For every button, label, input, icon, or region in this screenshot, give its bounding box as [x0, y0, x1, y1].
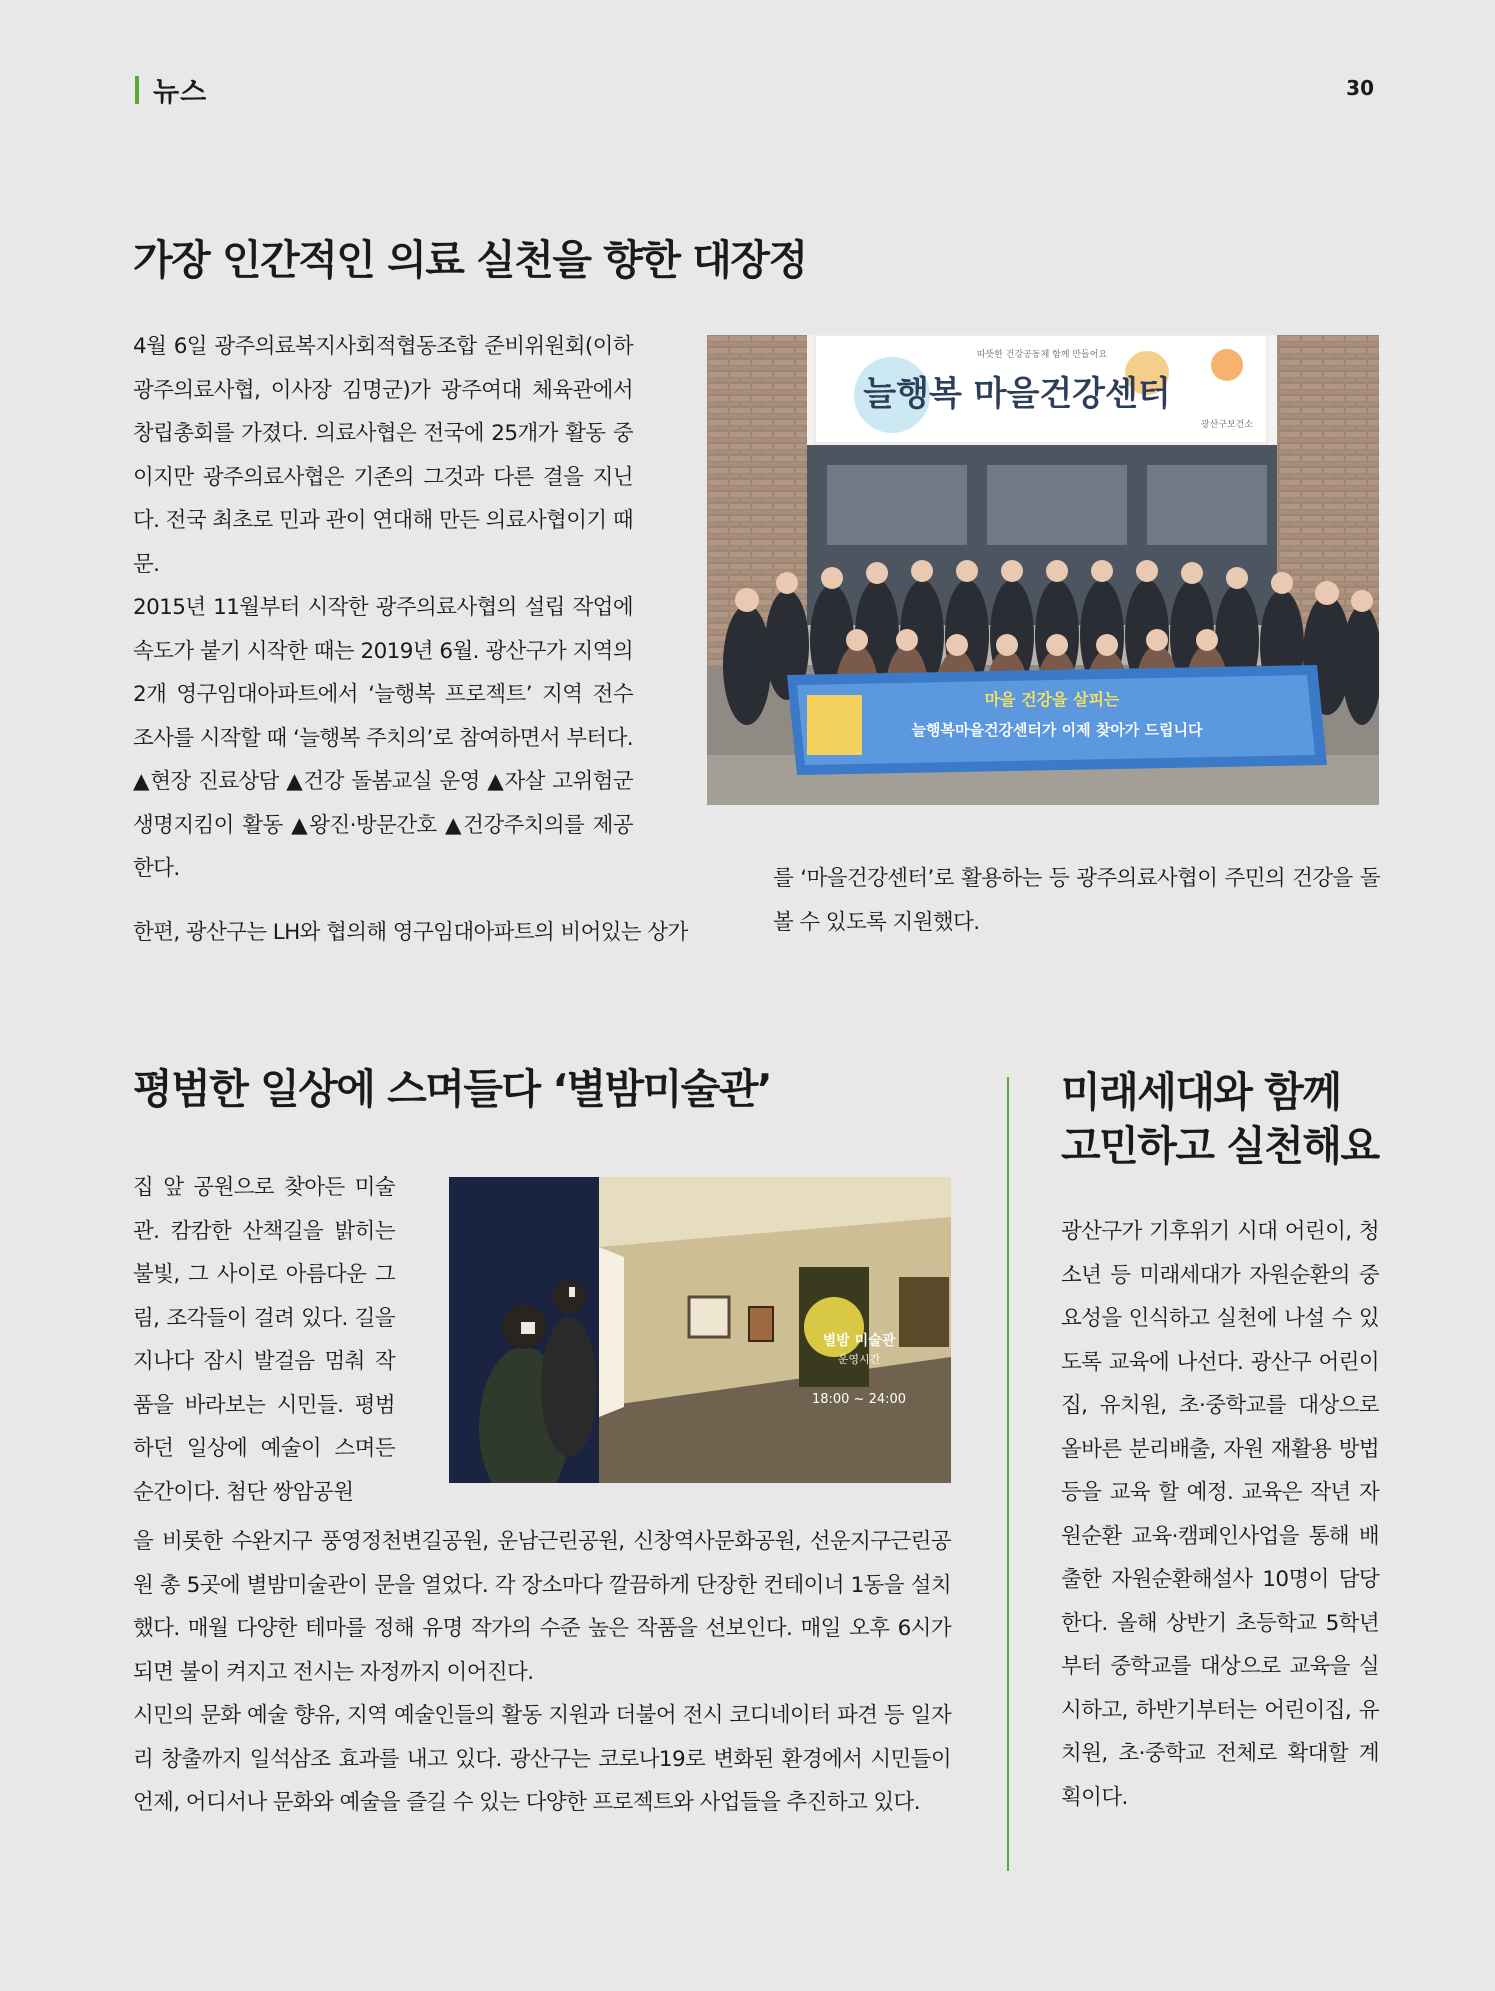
article3-body: 광산구가 기후위기 시대 어린이, 청소년 등 미래세대가 자원순환의 중요성을 인식하고 실천에 나설 수 있도록 교육에 나선다. 광산구 어린이집, 유치원, 초·중학교를 대상으로 올바른 분리배출, 자원 재활용 방법 등을 교육 할 예정. 교육은 작년 자원순환 교육·캠페인사업을 통해 배출한 자원순환해설사 10명이 담당한다. 올해 상반기 초등학교 5학년부터 중학교를 대상으로 교육을 실시하고, 하반기부터는 어린이집, 유치원, 초·중학교 전체로 확대할 계획이다. [1061, 1219, 1379, 1810]
article1-title: 가장 인간적인 의료 실천을 향한 대장정 [133, 236, 807, 284]
article3-title-line2: 고민하고 실천해요 [1061, 1122, 1379, 1170]
banner-org-text: 광산구보건소 [1200, 420, 1254, 430]
section-title: 뉴스 [153, 77, 208, 108]
column-divider [1007, 1077, 1009, 1871]
front-banner-line2: 늘행복마을건강센터가 이제 찾아가 드립니다 [911, 721, 1203, 739]
front-banner-line1: 마을 건강을 살피는 [984, 690, 1120, 709]
article1-photo [707, 335, 1379, 805]
article1-body-left: 4월 6일 광주의료복지사회적협동조합 준비위원회(이하 광주의료사협, 이사장 김명군)가 광주여대 체육관에서 창립총회를 가졌다. 의료사협은 전국에 25개가 활동 중이지만 광주의료사협은 기존의 그것과 다른 결을 지닌다. 전국 최초로 민과 관이 연대해 만든 의료사협이기 때문. 2015년 11월부터 시작한 광주의료사협의 설립 작업에 속도가 붙기 시작한 때는 2019년 6월. 광산구가 지역의 2개 영구임대아파트에서 ‘늘행복 프로젝트’ 지역 전수조사를 시작할 때 ‘늘행복 주치의’로 참여하면서 부터다. ▲현장 진료상담 ▲건강 돌봄교실 운영 ▲자살 고위험군 생명지킴이 활동 ▲왕진·방문간호 ▲건강주치의를 제공한다. [133, 334, 633, 881]
banner-main-text: 늘행복 마을건강센터 [863, 374, 1171, 414]
gallery-sign-line3: 18:00 ~ 24:00 [811, 1392, 907, 1407]
article2-photo [449, 1177, 951, 1483]
article3-title [1061, 1065, 1379, 1173]
article3-title-line1: 미래세대와 함께 [1061, 1068, 1341, 1116]
banner-small-text: 따뜻한 건강공동체 함께 만들어요 [976, 350, 1108, 360]
article1-body-right: 를 ‘마을건강센터’로 활용하는 등 광주의료사협이 주민의 건강을 돌볼 수 있도록 지원했다. [773, 866, 1380, 935]
article2-body-top: 집 앞 공원으로 찾아든 미술관. 캄캄한 산책길을 밝히는 불빛, 그 사이로 아름다운 그림, 조각들이 걸려 있다. 길을 지나다 잠시 발걸음 멈춰 작품을 바라보는 시민들. 평범하던 일상에 예술이 스며든 순간이다. 첨단 쌍암공원 [133, 1175, 395, 1505]
article2-body-bottom: 을 비롯한 수완지구 풍영정천변길공원, 운남근린공원, 신창역사문화공원, 선운지구근린공원 총 5곳에 별밤미술관이 문을 열었다. 각 장소마다 깔끔하게 단장한 컨테이너 1동을 설치했다. 매월 다양한 테마를 정해 유명 작가의 수준 높은 작품을 선보인다. 매일 오후 6시가 되면 불이 켜지고 전시는 자정까지 이어진다. 시민의 문화 예술 향유, 지역 예술인들의 활동 지원과 더불어 전시 코디네이터 파견 등 일자리 창출까지 일석삼조 효과를 내고 있다. 광산구는 코로나19로 변화된 환경에서 시민들이 언제, 어디서나 문화와 예술을 즐길 수 있는 다양한 프로젝트와 사업들을 추진하고 있다. [133, 1529, 951, 1815]
gallery-sign-line1: 별밤 미술관 [822, 1333, 896, 1349]
night-gallery-photo [449, 1177, 951, 1483]
gallery-sign-line2: 운영시간 [837, 1353, 881, 1366]
article2-title: 평범한 일상에 스며들다 ‘별밤미술관’ [133, 1065, 772, 1113]
page-number: 30 [1346, 76, 1374, 100]
article1-body-last-line: 한편, 광산구는 LH와 협의해 영구임대아파트의 비어있는 상가 [133, 920, 688, 945]
health-center-group-photo [707, 335, 1379, 805]
section-marker [135, 76, 139, 104]
